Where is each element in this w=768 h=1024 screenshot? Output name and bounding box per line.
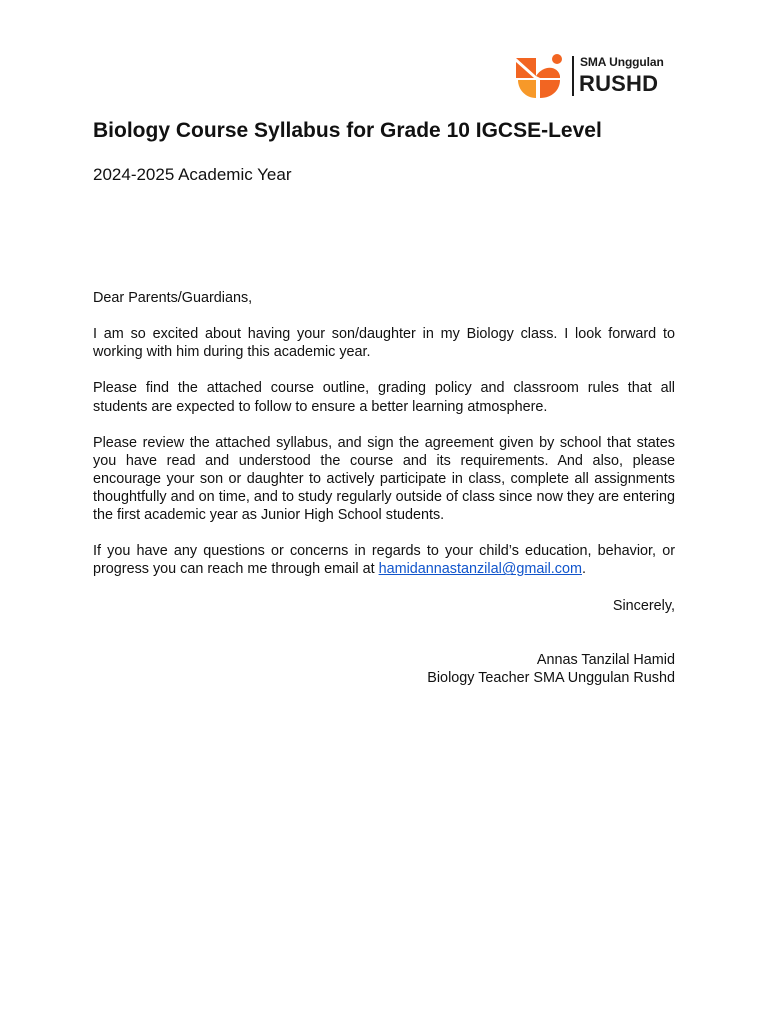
- paragraph-intro: I am so excited about having your son/daughter in my Biology class. I look forward to working with him during this academic year.: [93, 326, 675, 361]
- letter-body: [93, 289, 675, 687]
- contact-text-end: .: [581, 561, 586, 578]
- email-link[interactable]: hamidannastanzilal@gmail.com: [378, 561, 582, 578]
- contact-text: If you have any questions or concerns in regards to your child’s education, behavior, or progress you can reach me through email at: [93, 543, 675, 578]
- paragraph-contact: [93, 542, 675, 578]
- signature-title: Biology Teacher SMA Unggulan Rushd: [427, 669, 675, 686]
- signature-name: Annas Tanzilal Hamid: [536, 651, 675, 668]
- paragraph-agreement: Please review the attached syllabus, and sign the agreement given by school that states you have read and understood the course and its requirements. And also, please encourage your son or daughter to actively participate in class, complete all assignments thoughtfully and on time, and to study regularly outside of class since now they are entering the first academic year as Junior High School students.: [93, 434, 675, 524]
- salutation: Dear Parents/Guardians,: [93, 290, 253, 306]
- logo-divider: [572, 56, 574, 96]
- closing: Sincerely,: [612, 597, 675, 614]
- logo-school-name: RUSHD: [579, 71, 659, 96]
- logo-mark-icon: [514, 52, 566, 100]
- school-logo: [514, 50, 674, 100]
- paragraph-attachments: Please find the attached course outline, grading policy and classroom rules that all students are expected to follow to ensure a better learning atmosphere.: [93, 380, 675, 415]
- academic-year: 2024-2025 Academic Year: [93, 165, 292, 184]
- logo-school-type: SMA Unggulan: [580, 55, 664, 69]
- document-title: Biology Course Syllabus for Grade 10 IGCSE-Level: [93, 119, 602, 142]
